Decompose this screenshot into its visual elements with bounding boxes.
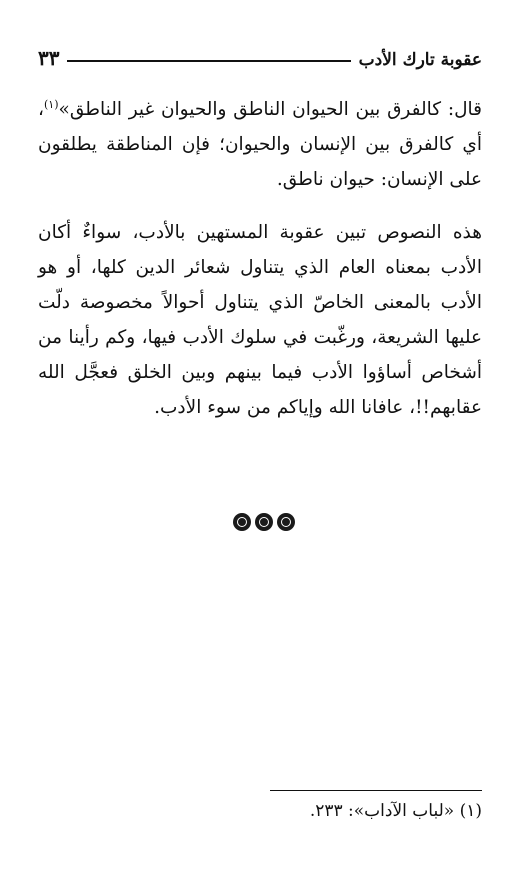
page-header (38, 40, 482, 70)
section-divider-ornaments (0, 513, 528, 531)
footnote-separator (270, 790, 482, 791)
page-number: ٣٣ (38, 46, 60, 70)
ornament-icon (255, 513, 273, 531)
footnote: (١) «لباب الآداب»: ٢٣٣. (309, 801, 482, 821)
paragraph-2: هذه النصوص تبين عقوبة المستهين بالأدب، سواءٌ أكان الأدب بمعناه العام الذي يتناول شعائر الدين كلها، أو هو الأدب بالمعنى الخاصّ الذي يتناول أحوالاً مخصوصة دلّت عليها الشريعة، ورغّبت في سلوك الأدب فيها، وكم رأينا من أشخاص أساؤوا الأدب فيما بينهم وبين الخلق فعجَّل الله عقابهم!!، عافانا الله وإياكم من سوء الأدب. (38, 222, 482, 418)
paragraph-1-continuation: ، أي كالفرق بين الإنسان والحيوان؛ فإن المناطقة يطلقون على الإنسان: حيوان ناطق. (38, 99, 482, 190)
header-rule (67, 60, 350, 62)
ornament-icon (277, 513, 295, 531)
body-text (38, 92, 482, 425)
paragraph-1 (38, 92, 482, 197)
paragraph-1-text: قال: كالفرق بين الحيوان الناطق والحيوان غير الناطق» (58, 99, 482, 120)
ornament-icon (233, 513, 251, 531)
footnote-reference: (١) (43, 97, 59, 111)
running-title: عقوبة تارك الأدب (358, 50, 482, 70)
